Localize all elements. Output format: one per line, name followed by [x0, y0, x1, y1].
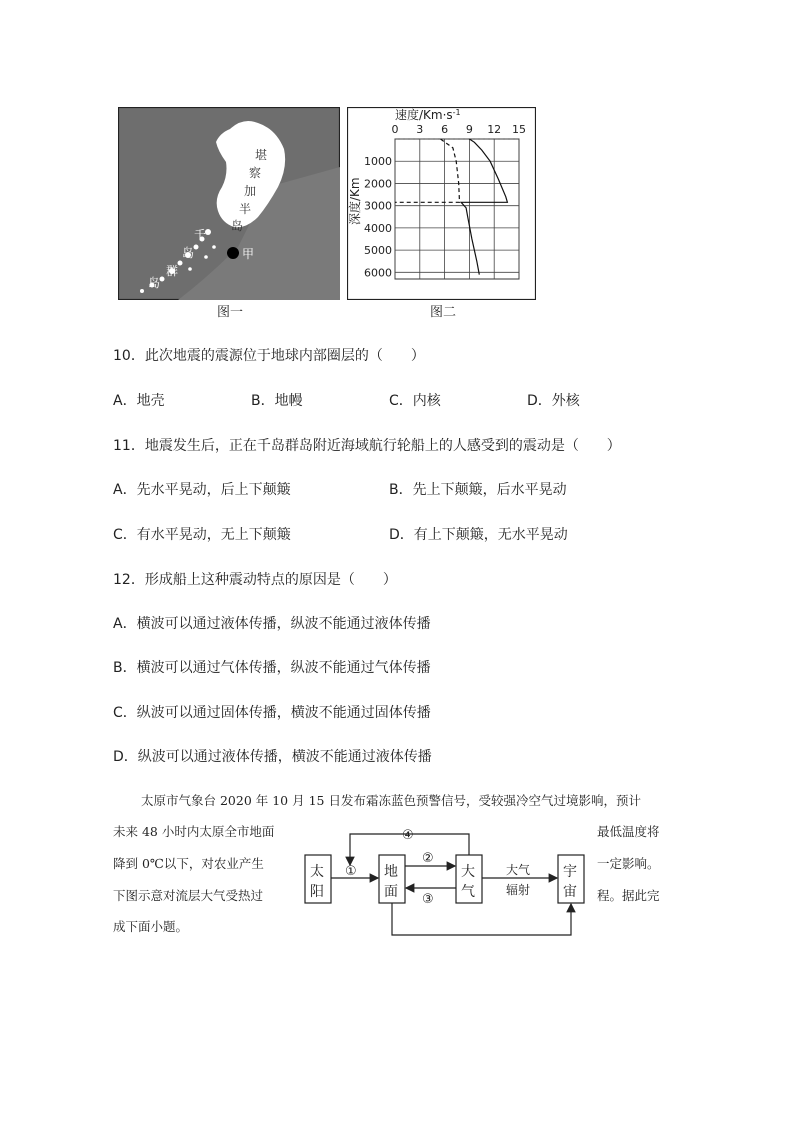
- figure1-caption: 图一: [217, 305, 244, 320]
- radiation-label-bottom: 辐射: [506, 883, 531, 897]
- q12-option-a: A．横波可以通过液体传播，纵波不能通过液体传播: [113, 616, 431, 632]
- sun-label-2: 阳: [310, 884, 324, 900]
- peninsula-label-4: 半: [239, 202, 252, 216]
- radiation-label-top: 大气: [506, 863, 531, 877]
- passage-left-1: 未来 48 小时内太原全市地面: [113, 824, 275, 839]
- y-tick-label: 4000: [364, 221, 392, 235]
- y-tick-label: 1000: [364, 155, 392, 169]
- sun-label-1: 太: [310, 864, 324, 880]
- passage-left-3: 下图示意对流层大气受热过: [113, 888, 264, 903]
- space-label-2: 宙: [563, 884, 577, 900]
- x-tick-label: 3: [416, 123, 424, 136]
- passage-right-2: 一定影响。: [597, 856, 660, 871]
- q11-option-d: D．有上下颠簸，无水平晃动: [389, 527, 568, 543]
- x-tick-label: 12: [487, 123, 502, 136]
- islands-label-1: 千: [194, 228, 207, 242]
- figure1-map: [118, 107, 340, 300]
- epicenter-marker: [227, 247, 239, 259]
- q11-option-a: A．先水平晃动，后上下颠簸: [113, 482, 291, 498]
- question-11-stem: 11．地震发生后，正在千岛群岛附近海域航行轮船上的人感受到的震动是（ ）: [113, 438, 621, 454]
- passage-right-3: 程。据此完: [597, 888, 660, 903]
- islands-label-3: 群: [166, 264, 179, 278]
- passage-line-1: 太原市气象台 2020 年 10 月 15 日发布霜冻蓝色预警信号，受较强冷空气过境影响，预计: [141, 793, 641, 808]
- arrow-2-label: ②: [422, 851, 434, 866]
- arrow-1-label: ①: [345, 864, 357, 879]
- q12-option-d: D．纵波可以通过液体传播，横波不能通过液体传播: [113, 749, 432, 765]
- q10-option-c: C．内核: [389, 393, 441, 409]
- peninsula-label-1: 堪: [255, 148, 268, 162]
- atmosphere-label-2: 气: [461, 884, 475, 900]
- peninsula-label-2: 察: [249, 166, 262, 180]
- passage-left-2: 降到 0℃以下，对农业产生: [113, 856, 264, 871]
- x-tick-label: 9: [465, 123, 473, 136]
- question-12-stem: 12．形成船上这种震动特点的原因是（ ）: [113, 572, 397, 588]
- x-tick-label: 15: [512, 123, 526, 136]
- y-tick-label: 5000: [364, 244, 392, 258]
- islands-label-2: 岛: [182, 246, 195, 260]
- passage-left-4: 成下面小题。: [113, 919, 189, 934]
- x-tick-label: 0: [391, 123, 399, 136]
- q10-option-d: D．外核: [527, 393, 580, 409]
- q10-option-a: A．地壳: [113, 393, 165, 409]
- q12-option-b: B．横波可以通过气体传播，纵波不能通过气体传播: [113, 660, 431, 676]
- y-tick-label: 6000: [364, 266, 392, 280]
- x-axis-title: 速度$/Km\cdot s^{-1}$: [395, 108, 461, 122]
- point-label: 甲: [242, 247, 255, 261]
- ground-label-2: 面: [384, 884, 398, 900]
- figure2-caption: 图二: [430, 305, 457, 320]
- y-tick-label: 3000: [364, 199, 392, 213]
- question-10-stem: 10．此次地震的震源位于地球内部圈层的（ ）: [113, 348, 425, 364]
- x-tick-label: 6: [441, 123, 449, 136]
- ground-label-1: 地: [384, 864, 398, 880]
- heat-diagram: [300, 822, 595, 940]
- passage-right-1: 最低温度将: [597, 824, 660, 839]
- q11-option-b: B．先上下颠簸，后水平晃动: [389, 482, 567, 498]
- peninsula-label-3: 加: [244, 184, 257, 198]
- islands-label-4: 岛: [148, 276, 161, 290]
- space-label-1: 宇: [563, 864, 577, 880]
- arrow-ground-space: [392, 903, 571, 935]
- figure2-chart: [347, 107, 536, 300]
- q10-option-b: B．地幔: [251, 393, 303, 409]
- arrow-4-label: ④: [402, 828, 414, 843]
- y-axis-title: 深度/Km: [348, 177, 362, 225]
- atmosphere-label-1: 大: [461, 864, 475, 880]
- peninsula-label-5: 岛: [231, 219, 244, 233]
- y-tick-label: 2000: [364, 177, 392, 191]
- q11-option-c: C．有水平晃动，无上下颠簸: [113, 527, 291, 543]
- q12-option-c: C．纵波可以通过固体传播，横波不能通过固体传播: [113, 705, 431, 721]
- arrow-3-label: ③: [422, 892, 434, 907]
